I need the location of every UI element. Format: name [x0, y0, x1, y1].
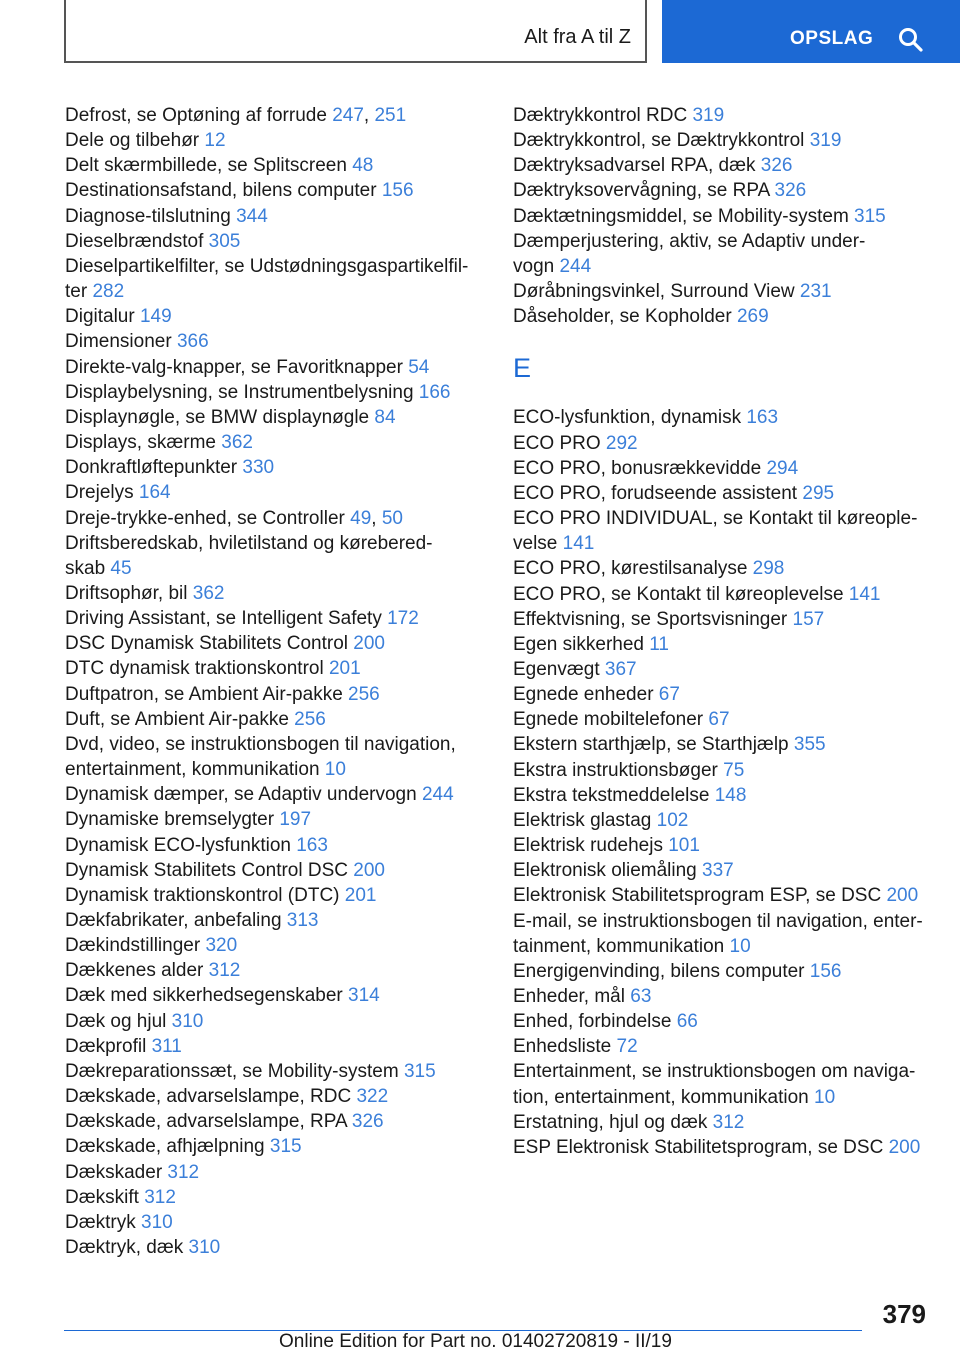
index-entry: [65, 606, 485, 631]
page-link[interactable]: 63: [630, 986, 652, 1007]
index-entry-text: Dæktryksadvarsel RPA, dæk: [513, 155, 761, 177]
index-entry: [65, 329, 485, 354]
index-entry-continuation: [65, 279, 485, 304]
index-entry-text: Dynamisk ECO-lysfunktion: [65, 834, 297, 856]
index-entry: [513, 279, 933, 304]
page-link[interactable]: 201: [328, 658, 361, 680]
index-column-left: [65, 103, 485, 1260]
index-entry-text: tion, entertainment, kommunikation: [513, 1086, 814, 1108]
page-link[interactable]: 344: [236, 205, 268, 227]
page-link[interactable]: 282: [92, 281, 125, 303]
page-link[interactable]: 310: [141, 1211, 173, 1233]
page-link[interactable]: 305: [208, 230, 241, 252]
index-entry-continuation: [65, 757, 485, 782]
index-entry: [65, 1160, 485, 1185]
index-entry: [513, 682, 933, 707]
index-entry-text: Ekstra tekstmeddelelse: [513, 784, 715, 806]
page-link[interactable]: 295: [802, 482, 835, 504]
index-entry-text: Displaynøgle, se BMW displaynøgle: [65, 406, 375, 428]
index-entry: [65, 833, 485, 858]
index-entry-text: vogn: [513, 255, 560, 277]
page-link[interactable]: 315: [854, 205, 886, 227]
index-entry: [65, 178, 485, 203]
page-link[interactable]: 10: [729, 935, 751, 957]
page-link[interactable]: 72: [616, 1036, 638, 1058]
index-entry: [513, 431, 933, 456]
index-entry-text: Donkraftløftepunkter: [65, 457, 243, 479]
page-link[interactable]: 362: [221, 432, 253, 454]
index-entry: [513, 707, 933, 732]
index-entry-text: Dreje-trykke-enhed, se Controller: [65, 507, 351, 529]
page-link[interactable]: 326: [351, 1111, 384, 1133]
index-entry: [65, 531, 485, 556]
page-link[interactable]: 312: [712, 1111, 745, 1133]
index-entry-text: Enhed, forbindelse: [513, 1011, 677, 1033]
index-entry-text: Dækindstillinger: [65, 935, 206, 957]
header-title-box: [64, 0, 647, 63]
index-entry: [513, 153, 933, 178]
index-entry-text: Dimensioner: [65, 331, 177, 353]
page-link[interactable]: 49: [350, 507, 372, 529]
page-link[interactable]: 366: [176, 331, 209, 353]
index-entry: [513, 984, 933, 1009]
index-entry-text: Duftpatron, se Ambient Air-pakke: [65, 683, 349, 705]
index-entry-text: Dæktryksovervågning, se RPA: [513, 180, 775, 202]
index-entry-text: Elektrisk rudehejs: [513, 835, 669, 857]
section-letter: E: [513, 353, 532, 384]
index-entry: Dreje-trykke-enhed, se Controller 49, 50: [65, 507, 403, 529]
index-entry-text: ECO PRO INDIVIDUAL, se Kontakt til køreople-: [513, 508, 918, 530]
index-entry: [513, 405, 933, 430]
index-group-d: [513, 103, 933, 329]
index-entry-text: Egenvægt: [513, 658, 605, 680]
index-entry: [65, 1059, 485, 1084]
page-link[interactable]: 269: [736, 306, 769, 328]
index-entry-text: Dåseholder, se Kopholder: [513, 306, 737, 328]
page-link[interactable]: 314: [348, 985, 380, 1007]
index-entry-text: Digitalur: [65, 306, 140, 328]
index-entry: [65, 1134, 485, 1159]
page-link[interactable]: 322: [356, 1086, 389, 1108]
index-entry: [513, 1135, 933, 1160]
index-entry: [65, 430, 485, 455]
index-group-e: [513, 405, 933, 1160]
page-link[interactable]: 244: [559, 255, 592, 277]
index-entry-text: Driftsophør, bil: [65, 582, 193, 604]
index-entry-text: Dynamisk dæmper, se Adaptiv undervogn: [65, 784, 422, 806]
page-link[interactable]: 149: [139, 306, 172, 328]
index-entry: [65, 1009, 485, 1034]
search-button[interactable]: [662, 0, 960, 63]
index-entry-text: Dele og tilbehør: [65, 130, 205, 152]
page-link[interactable]: 320: [205, 935, 238, 957]
index-entry: Defrost, se Optøning af forrude 247, 251: [65, 105, 407, 126]
page-link[interactable]: 141: [848, 583, 881, 605]
page-link[interactable]: 310: [188, 1237, 221, 1259]
index-entry: [513, 204, 933, 229]
index-entry-text: Dæmperjustering, aktiv, se Adaptiv under-: [513, 230, 866, 252]
index-entry-text: Dækkenes alder: [65, 960, 209, 982]
index-entry: [65, 581, 485, 606]
page-link[interactable]: 172: [387, 608, 419, 630]
index-entry: [65, 732, 485, 757]
index-entry-text: Diagnose-tilslutning: [65, 205, 237, 227]
index-entry: [513, 229, 933, 254]
index-entry: [65, 983, 485, 1008]
index-entry-text: Dæktryk, dæk: [65, 1237, 189, 1259]
index-entry-text: Dieselpartikelfilter, se Udstødningsgaspartikelfil-: [65, 255, 469, 277]
index-entry-text: Dækreparationssæt, se Mobility-system: [65, 1060, 404, 1082]
index-entry: [65, 405, 485, 430]
page-link[interactable]: 10: [814, 1086, 836, 1108]
index-entry-text: Dækskade, advarselslampe, RDC: [65, 1086, 357, 1108]
index-entry: [513, 657, 933, 682]
index-entry: [513, 304, 933, 329]
index-entry-text: Dæktrykkontrol RDC: [513, 105, 693, 126]
index-entry: [65, 355, 485, 380]
index-entry: [65, 1235, 485, 1260]
index-entry: [513, 128, 933, 153]
index-entry-text: Døråbningsvinkel, Surround View: [513, 281, 800, 303]
page-link[interactable]: 326: [760, 155, 793, 177]
page-link[interactable]: 251: [374, 105, 407, 126]
index-entry-text: Dynamisk Stabilitets Control DSC: [65, 859, 354, 881]
index-entry: [513, 1110, 933, 1135]
index-entry-text: Direkte-valg-knapper, se Favoritknapper: [65, 356, 409, 378]
index-entry-text: DTC dynamisk traktionskontrol: [65, 658, 329, 680]
index-entry: [65, 480, 485, 505]
search-button-label: OPSLAG: [790, 28, 874, 49]
index-entry: [513, 1009, 933, 1034]
page-link[interactable]: 367: [604, 658, 637, 680]
page-link[interactable]: 247: [332, 105, 364, 126]
page-link[interactable]: 200: [353, 859, 385, 881]
page-link[interactable]: 312: [167, 1161, 200, 1183]
index-entry: [65, 631, 485, 656]
index-entry-text: Dækfabrikater, anbefaling: [65, 910, 287, 931]
page-link[interactable]: 141: [562, 533, 595, 555]
index-entry-text: Dvd, video, se instruktionsbogen til navigation,: [65, 733, 456, 755]
index-entry-text: Dækskader: [65, 1161, 168, 1183]
page-link[interactable]: 312: [208, 960, 241, 982]
page-link[interactable]: 326: [774, 180, 807, 202]
index-entry-text: ECO-lysfunktion, dynamisk: [513, 407, 747, 429]
index-entry-text: E-mail, se instruktionsbogen til navigation, enter-: [513, 910, 923, 932]
index-entry: [65, 380, 485, 405]
index-entry-text: Destinationsafstand, bilens computer: [65, 180, 382, 202]
index-entry: [65, 933, 485, 958]
page-link[interactable]: 67: [658, 684, 680, 706]
section-title: Alt fra A til Z: [524, 26, 631, 48]
index-entry: [513, 103, 933, 128]
index-entry: [65, 1210, 485, 1235]
page-link[interactable]: 156: [381, 180, 414, 202]
index-entry: [513, 909, 933, 934]
index-entry-text: Driftsberedskab, hviletilstand og kørebered-: [65, 532, 433, 554]
index-entry-text: Dæk og hjul: [65, 1010, 172, 1032]
index-entry-text: ECO PRO, se Kontakt til køreoplevelse: [513, 583, 849, 605]
index-entry: [513, 556, 933, 581]
index-entry: [65, 254, 485, 279]
index-entry-text: skab: [65, 557, 111, 579]
index-entry: [65, 204, 485, 229]
index-entry: [513, 481, 933, 506]
page-link[interactable]: 66: [676, 1011, 698, 1033]
page-link[interactable]: 164: [138, 482, 171, 504]
index-entry-continuation: [513, 934, 933, 959]
page-link[interactable]: 197: [279, 809, 312, 831]
index-entry-text: ECO PRO, kørestilsanalyse: [513, 558, 753, 580]
index-entry-text: ter: [65, 281, 93, 303]
index-entry-text: entertainment, kommunikation: [65, 759, 325, 781]
page-link[interactable]: 200: [888, 1136, 921, 1158]
page-link[interactable]: 67: [708, 709, 730, 731]
index-entry: [513, 858, 933, 883]
index-entry: [513, 632, 933, 657]
page-link[interactable]: 256: [294, 708, 326, 730]
index-entry: [513, 506, 933, 531]
index-entry-continuation: [513, 531, 933, 556]
page-link[interactable]: 200: [886, 885, 919, 907]
index-entry-text: Dæktryk: [65, 1211, 141, 1233]
index-entry: [65, 1084, 485, 1109]
index-entry: [513, 883, 933, 908]
page-link[interactable]: 84: [374, 406, 396, 428]
index-entry-continuation: [513, 1085, 933, 1110]
index-entry: [513, 1059, 933, 1084]
index-entry-text: ECO PRO, bonusrækkevidde: [513, 457, 767, 479]
index-entry-text: Dynamiske bremselygter: [65, 809, 280, 831]
index-entry-text: DSC Dynamisk Stabilitets Control: [65, 633, 354, 655]
page-link[interactable]: 292: [605, 432, 638, 454]
index-entry-text: ECO PRO, forudseende assistent: [513, 482, 803, 504]
index-entry: [513, 607, 933, 632]
index-entry-text: tainment, kommunikation: [513, 935, 730, 957]
index-entry-text: velse: [513, 533, 563, 555]
search-icon: [898, 27, 924, 53]
page-link[interactable]: 201: [344, 884, 377, 906]
index-entry-continuation: [513, 254, 933, 279]
index-entry-text: Entertainment, se instruktionsbogen om naviga-: [513, 1061, 916, 1083]
index-entry-text: ECO PRO: [513, 432, 606, 454]
index-entry: [513, 456, 933, 481]
page-link[interactable]: 355: [793, 734, 826, 756]
index-entry-text: Dæktrykkontrol, se Dæktrykkontrol: [513, 130, 810, 152]
page-link[interactable]: 157: [792, 608, 825, 630]
index-entry-text: Driving Assistant, se Intelligent Safety: [65, 608, 388, 630]
index-entry: [65, 883, 485, 908]
index-entry: [65, 958, 485, 983]
index-entry: [513, 1034, 933, 1059]
page-link[interactable]: 313: [286, 910, 319, 931]
page-link[interactable]: 54: [408, 356, 430, 378]
index-entry-text: Dæk med sikkerhedsegenskaber: [65, 985, 349, 1007]
page-link[interactable]: 163: [746, 407, 779, 429]
index-column-right: [513, 103, 933, 1160]
index-entry: [65, 455, 485, 480]
page-link[interactable]: 231: [799, 281, 832, 303]
index-entry: [65, 656, 485, 681]
index-entry: [513, 178, 933, 203]
page-link[interactable]: 310: [171, 1010, 204, 1032]
page-link[interactable]: 101: [668, 835, 700, 857]
index-entry-text: Displaybelysning, se Instrumentbelysning: [65, 381, 419, 403]
page-link[interactable]: 337: [702, 860, 734, 882]
page-link[interactable]: 45: [110, 557, 132, 579]
index-entry: [513, 833, 933, 858]
index-entry-text: Energigenvinding, bilens computer: [513, 960, 810, 982]
index-entry-text: Ekstern starthjælp, se Starthjælp: [513, 734, 794, 756]
page-link[interactable]: 148: [714, 784, 747, 806]
index-entry: [513, 732, 933, 757]
index-entry-text: Dækskift: [65, 1186, 145, 1208]
page-link[interactable]: 10: [324, 759, 346, 781]
page-link[interactable]: 256: [348, 683, 380, 705]
page-link[interactable]: 315: [403, 1060, 436, 1082]
index-entry: [65, 908, 485, 933]
index-entry: [65, 858, 485, 883]
page-link[interactable]: 102: [656, 809, 689, 831]
index-entry: [65, 304, 485, 329]
index-entry-text: Dækskade, advarselslampe, RPA: [65, 1111, 352, 1133]
index-entry: [513, 808, 933, 833]
page-number: 379: [882, 1299, 926, 1329]
page-link[interactable]: 298: [752, 558, 785, 580]
index-entry-text: Duft, se Ambient Air-pakke: [65, 708, 295, 730]
page-link[interactable]: 163: [296, 834, 328, 856]
index-entry-text: Defrost, se Optøning af forrude: [65, 105, 333, 126]
index-entry-text: Ekstra instruktionsbøger: [513, 759, 724, 781]
page-link[interactable]: 311: [151, 1035, 182, 1057]
index-entry: [513, 783, 933, 808]
page-link[interactable]: 156: [809, 960, 842, 982]
index-entry-text: Egnede enheder: [513, 684, 659, 706]
index-entry: [65, 128, 485, 153]
index-entry: [65, 782, 485, 807]
page-link[interactable]: 319: [692, 105, 725, 126]
page-link[interactable]: 48: [352, 155, 374, 177]
index-entry: [65, 1034, 485, 1059]
index-entry-text: Dækskade, afhjælpning: [65, 1136, 270, 1158]
index-entry-text: Enheder, mål: [513, 986, 631, 1007]
index-entry-text: Egnede mobiltelefoner: [513, 709, 709, 731]
page-link[interactable]: 11: [649, 633, 669, 655]
page-link[interactable]: 166: [418, 381, 451, 403]
index-entry-continuation: [65, 556, 485, 581]
index-entry-text: Elektronisk oliemåling: [513, 860, 703, 882]
page-link[interactable]: 312: [144, 1186, 176, 1208]
index-entry-text: Erstatning, hjul og dæk: [513, 1111, 713, 1133]
index-entry-text: Elektrisk glastag: [513, 809, 657, 831]
index-entry: [65, 153, 485, 178]
index-entry-text: Elektronisk Stabilitetsprogram ESP, se DSC: [513, 885, 887, 907]
index-entry: [513, 582, 933, 607]
index-entry-text: Dieselbrændstof: [65, 230, 209, 252]
index-entry: [65, 229, 485, 254]
index-entry: [513, 758, 933, 783]
index-entry-text: Dækprofil: [65, 1035, 152, 1057]
page-link[interactable]: 330: [242, 457, 275, 479]
page-link[interactable]: 75: [723, 759, 745, 781]
page-link[interactable]: 362: [192, 582, 225, 604]
index-entry: [65, 1185, 485, 1210]
index-entry: [65, 682, 485, 707]
page-link[interactable]: 50: [381, 507, 403, 529]
index-entry-text: Dynamisk traktionskontrol (DTC): [65, 884, 345, 906]
page-link[interactable]: 12: [204, 130, 226, 152]
index-entry-text: Egen sikkerhed: [513, 633, 650, 655]
index-entry-text: Drejelys: [65, 482, 139, 504]
index-entry-text: Displays, skærme: [65, 432, 222, 454]
index-entry-text: Enhedsliste: [513, 1036, 617, 1058]
index-entry-text: Dæktætningsmiddel, se Mobility-system: [513, 205, 855, 227]
index-entry: [65, 707, 485, 732]
index-entry-text: Delt skærmbillede, se Splitscreen: [65, 155, 353, 177]
index-entry: [65, 807, 485, 832]
index-entry: [65, 1109, 485, 1134]
footer-edition-text: Online Edition for Part no. 01402720819 - II/19: [279, 1331, 672, 1352]
index-entry-text: ESP Elektronisk Stabilitetsprogram, se DSC: [513, 1136, 889, 1158]
page-link[interactable]: 319: [809, 130, 842, 152]
index-entry-text: Effektvisning, se Sportsvisninger: [513, 608, 793, 630]
page-link[interactable]: 200: [353, 633, 385, 655]
page-link[interactable]: 294: [766, 457, 799, 479]
page-link[interactable]: 244: [421, 784, 454, 806]
page-link[interactable]: 315: [269, 1136, 302, 1158]
index-entry: [513, 959, 933, 984]
